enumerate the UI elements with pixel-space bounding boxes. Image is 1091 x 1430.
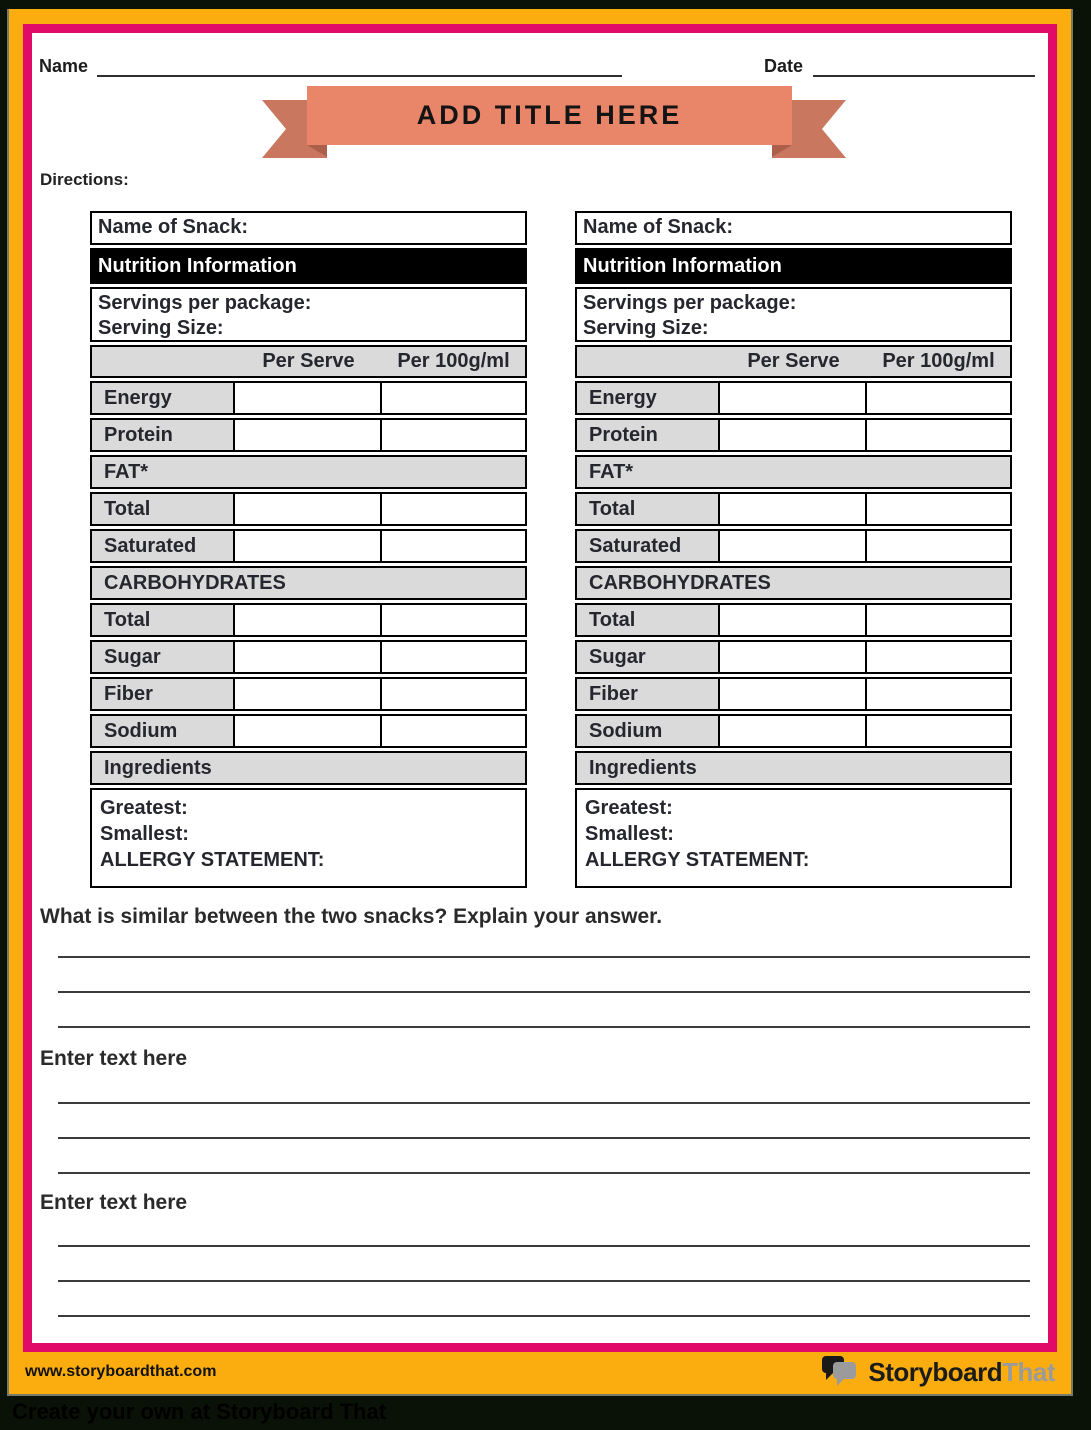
per-100g-value-cell[interactable] [867, 420, 1010, 450]
row-label-fiber: Fiber [577, 679, 720, 709]
row-label-energy: Energy [577, 383, 720, 413]
column-header-row [90, 345, 527, 378]
section-row-ingredients: Ingredients [90, 751, 527, 785]
tables-row [90, 211, 1012, 891]
name-of-snack-field[interactable]: Name of Snack: [575, 211, 1012, 245]
name-of-snack-field[interactable]: Name of Snack: [90, 211, 527, 245]
row-label-protein: Protein [92, 420, 235, 450]
website-url[interactable]: www.storyboardthat.com [25, 1363, 217, 1380]
nutrition-information-header: Nutrition Information [575, 248, 1012, 284]
per-serve-value-cell[interactable] [720, 716, 867, 746]
table-row-total [90, 492, 527, 526]
logo-text [868, 1357, 1055, 1388]
per-serve-value-cell[interactable] [235, 642, 382, 672]
table-row-sodium [90, 714, 527, 748]
per-100g-value-cell[interactable] [867, 531, 1010, 561]
question-prompt: What is similar between the two snacks? Explain your answer. [40, 905, 663, 928]
per-100g-column-header: Per 100g/ml [397, 350, 510, 372]
summary-line-smallest: Smallest: [585, 823, 674, 845]
pink-frame [23, 24, 1057, 1352]
date-label: Date [764, 56, 804, 76]
section-row-carbohydrates: CARBOHYDRATES [575, 566, 1012, 600]
summary-box[interactable] [575, 788, 1012, 888]
summary-line-smallest: Smallest: [100, 823, 189, 845]
servings-per-package-label: Servings per package: [583, 292, 797, 314]
title-text[interactable]: ADD TITLE HERE [416, 100, 683, 130]
logo-text-storyboard: Storyboard [868, 1356, 1003, 1387]
answer-line[interactable] [58, 956, 1030, 991]
per-100g-value-cell[interactable] [867, 605, 1010, 635]
per-serve-value-cell[interactable] [720, 531, 867, 561]
row-label-energy: Energy [92, 383, 235, 413]
storyboardthat-logo[interactable] [821, 1355, 1055, 1389]
per-serve-value-cell[interactable] [235, 383, 382, 413]
section-row-carbohydrates: CARBOHYDRATES [90, 566, 527, 600]
per-100g-value-cell[interactable] [382, 642, 525, 672]
answer-line[interactable] [58, 1280, 1030, 1315]
row-label-protein: Protein [577, 420, 720, 450]
answer-lines [58, 1245, 1030, 1350]
row-label-total: Total [577, 494, 720, 524]
nutrition-table [575, 211, 1012, 888]
summary-line-allergy-statement: ALLERGY STATEMENT: [585, 849, 810, 871]
name-date-row [39, 55, 1035, 77]
per-serve-value-cell[interactable] [235, 420, 382, 450]
table-row-sugar [90, 640, 527, 674]
section-row-fat: FAT* [575, 455, 1012, 489]
question-block-2 [40, 1047, 1034, 1207]
worksheet-page [7, 9, 1073, 1396]
row-label-fiber: Fiber [92, 679, 235, 709]
per-serve-value-cell[interactable] [235, 494, 382, 524]
date-field[interactable] [813, 55, 1035, 77]
per-serve-value-cell[interactable] [720, 605, 867, 635]
per-100g-value-cell[interactable] [867, 494, 1010, 524]
question-block-1 [40, 905, 1034, 1061]
summary-line-greatest: Greatest: [100, 797, 188, 819]
row-label-sodium: Sodium [92, 716, 235, 746]
answer-lines [58, 956, 1030, 1061]
per-serve-value-cell[interactable] [720, 642, 867, 672]
per-serve-value-cell[interactable] [720, 679, 867, 709]
per-100g-value-cell[interactable] [382, 494, 525, 524]
row-label-sugar: Sugar [92, 642, 235, 672]
servings-per-package-label: Servings per package: [98, 292, 312, 314]
per-100g-value-cell[interactable] [867, 679, 1010, 709]
per-serve-value-cell[interactable] [720, 494, 867, 524]
nutrition-table-right-slot [575, 211, 1012, 891]
summary-line-greatest: Greatest: [585, 797, 673, 819]
per-serve-column-header: Per Serve [262, 350, 355, 372]
summary-line-allergy-statement: ALLERGY STATEMENT: [100, 849, 325, 871]
speech-bubbles-icon [821, 1355, 861, 1389]
table-row-protein [575, 418, 1012, 452]
servings-field[interactable] [90, 287, 527, 342]
directions-label: Directions: [40, 170, 129, 189]
row-label-sodium: Sodium [577, 716, 720, 746]
row-label-sugar: Sugar [577, 642, 720, 672]
logo-text-that: That [1002, 1356, 1055, 1387]
table-row-fiber [575, 677, 1012, 711]
per-100g-value-cell[interactable] [867, 716, 1010, 746]
per-serve-value-cell[interactable] [235, 605, 382, 635]
page-content [32, 33, 1048, 1343]
question-block-3 [40, 1191, 1034, 1350]
per-100g-value-cell[interactable] [867, 642, 1010, 672]
nutrition-table-left-slot [90, 211, 527, 891]
answer-line[interactable] [58, 1315, 1030, 1350]
table-row-energy [90, 381, 527, 415]
summary-box[interactable] [90, 788, 527, 888]
title-ribbon[interactable] [260, 86, 848, 164]
answer-line[interactable] [58, 1245, 1030, 1280]
per-100g-value-cell[interactable] [867, 383, 1010, 413]
page-footer [25, 1352, 1055, 1392]
row-label-saturated: Saturated [92, 531, 235, 561]
nutrition-information-header: Nutrition Information [90, 248, 527, 284]
row-label-saturated: Saturated [577, 531, 720, 561]
per-serve-value-cell[interactable] [720, 420, 867, 450]
question-prompt[interactable]: Enter text here [40, 1191, 188, 1214]
answer-line[interactable] [58, 1102, 1030, 1137]
table-row-fiber [90, 677, 527, 711]
table-row-energy [575, 381, 1012, 415]
per-serve-value-cell[interactable] [235, 716, 382, 746]
nutrition-table [90, 211, 527, 888]
name-field[interactable] [97, 55, 622, 77]
table-row-protein [90, 418, 527, 452]
column-header-row [575, 345, 1012, 378]
per-100g-value-cell[interactable] [382, 716, 525, 746]
table-row-sugar [575, 640, 1012, 674]
answer-line[interactable] [58, 991, 1030, 1026]
per-serve-column-header: Per Serve [747, 350, 840, 372]
table-row-saturated [575, 529, 1012, 563]
table-row-total [90, 603, 527, 637]
per-100g-value-cell[interactable] [382, 531, 525, 561]
table-row-saturated [90, 529, 527, 563]
section-row-fat: FAT* [90, 455, 527, 489]
per-serve-value-cell[interactable] [235, 531, 382, 561]
serving-size-label: Serving Size: [583, 317, 709, 339]
table-row-sodium [575, 714, 1012, 748]
question-prompt[interactable]: Enter text here [40, 1047, 188, 1070]
row-label-total: Total [92, 605, 235, 635]
per-100g-value-cell[interactable] [382, 605, 525, 635]
name-label: Name [39, 56, 89, 76]
row-label-total: Total [92, 494, 235, 524]
per-100g-value-cell[interactable] [382, 383, 525, 413]
table-row-total [575, 492, 1012, 526]
per-serve-value-cell[interactable] [235, 679, 382, 709]
servings-field[interactable] [575, 287, 1012, 342]
row-label-total: Total [577, 605, 720, 635]
answer-line[interactable] [58, 1137, 1030, 1172]
per-100g-value-cell[interactable] [382, 420, 525, 450]
table-row-total [575, 603, 1012, 637]
section-row-ingredients: Ingredients [575, 751, 1012, 785]
per-100g-value-cell[interactable] [382, 679, 525, 709]
create-your-own-tagline: Create your own at Storyboard That [12, 1399, 387, 1424]
serving-size-label: Serving Size: [98, 317, 224, 339]
per-100g-column-header: Per 100g/ml [882, 350, 995, 372]
per-serve-value-cell[interactable] [720, 383, 867, 413]
